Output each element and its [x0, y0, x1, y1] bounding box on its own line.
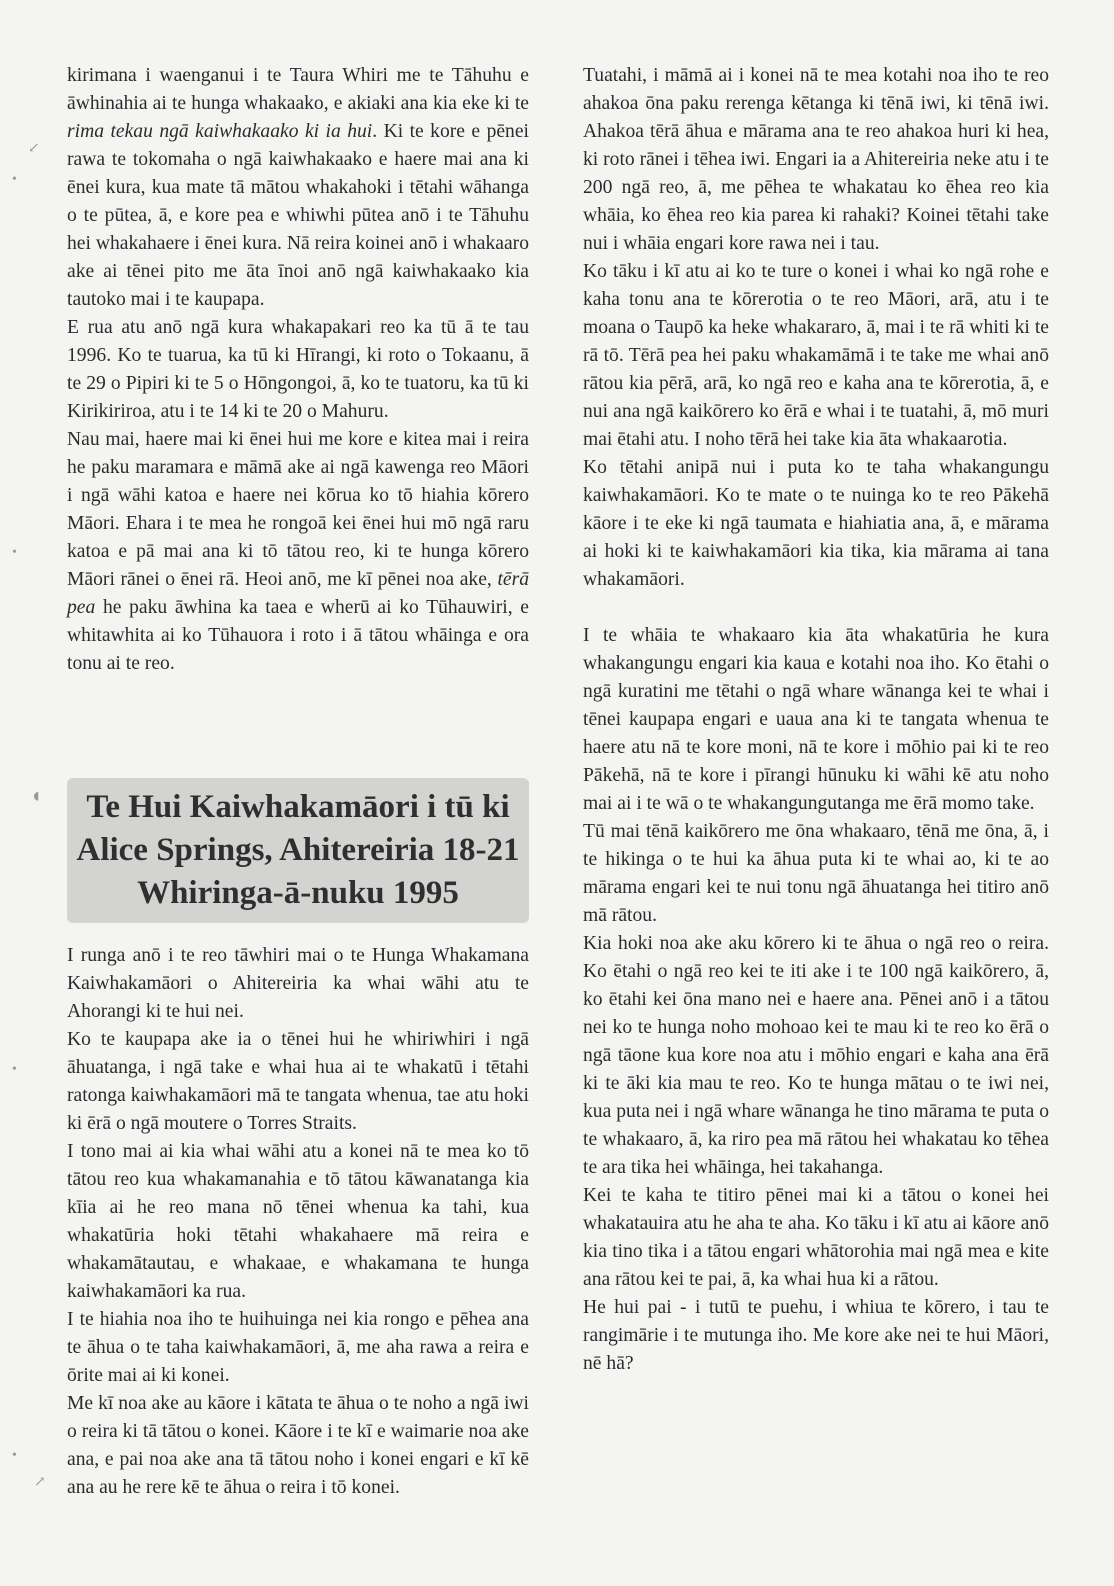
binding-mark: • — [12, 1062, 17, 1077]
text-span: he paku āwhina ka taea e wherū ai ko Tūhauwiri, e whitawhita ai ko Tūhauora i roto i ā tātou whāinga e ora tonu ai te reo. — [67, 597, 529, 674]
paragraph: Tū mai tēnā kaikōrero me ōna whakaaro, tēnā me ōna, ā, i te hikinga o te hui ka āhua puta ki te whai ao, ki te ao mārama engari kei te nui tonu ngā āhuatanga hei titiro anō mā rātou. — [583, 821, 1049, 926]
paragraph: I te hiahia noa iho te huihuinga nei kia rongo e pēhea ana te āhua o te taha kaiwhakamāori, ā, me aha rawa a reira e ōrite mai ai ki konei. — [67, 1309, 529, 1386]
binding-mark: • — [12, 172, 17, 187]
paragraph: Kei te kaha te titiro pēnei mai ki a tātou o konei hei whakatauira atu he aha te aha. Ko tāku i kī atu ai kāore anō kia tino tika i a tātou engari whātorohia mai ngā mea e kite ana rātou kei te pai, ā, ka whai hua ki a rātou. — [583, 1185, 1049, 1290]
paragraph: I tono mai ai kia whai wāhi atu a konei nā te mea ko tō tātou reo kua whakamanahia e tō tātou kāwanatanga kia kīia ai he reo mana nō tēnei whenua ka tahi, kua whakatūria hoki tētahi whakahaere mā reira e whakamātautau, e whakaae, e whakamana te hunga kaiwhakamāori ka rua. — [67, 1141, 529, 1302]
paragraph: Tuatahi, i māmā ai i konei nā te mea kotahi noa iho te reo ahakoa ōna paku rerenga kētanga ki tēnā iwi, ki tēnā iwi. Ahakoa tērā āhua e mārama ana te reo ahakoa huri ki hea, ki roto rānei i tēhea iwi. Engari ia a Ahitereiria neke atu i te 200 ngā reo, ā, me pēhea te whakatau ko ēhea reo kia whāia, ko ēhea reo kia parea ki rahaki? Koinei tētahi take nui i whāia engari kore rawa nei i tau. — [583, 65, 1049, 254]
binding-mark: ↙ — [28, 141, 40, 156]
binding-mark: ↗ — [34, 1475, 46, 1490]
paragraph: I te whāia te whakaaro kia āta whakatūria he kura whakangungu engari kia kaua e kotahi noa iho. Ko ētahi o ngā kuratini me tētahi o ngā whare wānanga kei te whai i tēnei kaupapa engari e uaua ana ki te tangata whenua te haere atu nā te kore moni, nā te kore i mōhio pai ki te reo Pākehā, nā te kore i pīrangi hūnuku ki wāhi kē atu noho mai ai i te wā o te whakangungutanga me ērā momo take. — [583, 625, 1049, 814]
left-column-top — [67, 62, 529, 678]
paragraph: He hui pai - i tutū te puehu, i whiua te kōrero, i tau te rangimārie i te mutunga iho. Me kore ake nei te hui Māori, nē hā? — [583, 1297, 1049, 1374]
heading-line: Whiringa-ā-nuku 1995 — [137, 875, 459, 911]
paragraph: Ko tāku i kī atu ai ko te ture o konei i whai ko ngā rohe e kaha tonu ana te kōrerotia o te reo Māori, arā, atu i te moana o Taupō ka heke whakararo, ā, mai i te rā whiti ki te rā tō. Tērā pea hei paku whakamāmā i te take me whai anō rātou kia pērā, arā, ko ngā reo e kaha ana te kōrerotia, ā, e nui ana ngā kaikōrero ko ērā e whai i te tuatahi, ā, mō muri mai ētahi atu. I noho tērā hei take kia āta whakaarotia. — [583, 261, 1049, 450]
paragraph: Me kī noa ake au kāore i kātata te āhua o te noho a ngā iwi o reira ki tā tātou o konei. Kāore i te kī e waimarie noa ake ana, e pai noa ake ana tā tātou noho i konei engari e kī kē ana au he rere kē te āhua o reira i tō konei. — [67, 1393, 529, 1498]
italic-text: rima tekau ngā kaiwhakaako ki ia hui — [67, 121, 373, 142]
right-column — [583, 62, 1049, 1378]
paragraph — [67, 426, 529, 678]
italic-text: tērā pea — [67, 569, 529, 618]
paragraph — [67, 62, 529, 314]
section-heading — [76, 786, 519, 915]
binding-mark: • — [12, 545, 17, 560]
paragraph: Kia hoki noa ake aku kōrero ki te āhua o ngā reo o reira. Ko ētahi o ngā reo kei te iti ake i te 100 ngā kaikōrero, ā, ko ētahi kei ōna mano nei e haere ana. Pēnei anō i a tātou nei ko te hunga noho mohoao kei te mau ki te reo ko ērā o ngā tāone kua kore noa atu i mōhio engari e kaha ana ērā ki te āki kia mau te reo. Ko te hunga mātau o te iwi nei, kua puta nei i ngā whare wānanga he tino mārama te puta o te whakaaro, ā, ka riro pea mā rātou hei whakatau ko tēhea te ara tika hei whāinga, hei takahanga. — [583, 933, 1049, 1178]
paragraph: E rua atu anō ngā kura whakapakari reo ka tū ā te tau 1996. Ko te tuarua, ka tū ki Hīrangi, ki roto o Tokaanu, ā te 29 o Pipiri ki te 5 o Hōngongoi, ā, ko te tuatoru, ka tū ki Kirikiriroa, atu i te 14 ki te 20 o Mahuru. — [67, 317, 529, 422]
binding-mark: • — [12, 1448, 17, 1463]
left-column-bottom — [67, 942, 529, 1502]
text-span: Nau mai, haere mai ki ēnei hui me kore e kitea mai i reira he paku maramara e māmā ake ai ngā kawenga reo Māori i ngā wāhi katoa e haere nei kōrua ko tō hiahia kōrero Māori. Ehara i te mea he rongoā kei ēnei hui mō ngā raru katoa e pā mai ana ki tō tātou reo, ki te hunga kōrero Māori rānei o ēnei rā. Heoi anō, me kī pēnei noa ake, — [67, 429, 529, 590]
heading-line: Te Hui Kaiwhakamāori i tū ki — [86, 789, 510, 825]
paragraph: Ko te kaupapa ake ia o tēnei hui he whiriwhiri i ngā āhuatanga, i ngā take e whai hua ai te whakatū i tētahi ratonga kaiwhakamāori mā te tangata whenua, tae atu hoki ki ērā o ngā moutere o Torres Straits. — [67, 1029, 529, 1134]
text-span: . Ki te kore e pēnei rawa te tokomaha o ngā kaiwhakaako e haere mai ana ki ēnei kura, kua mate tā mātou whakahoki i tētahi wāhanga o te pūtea, ā, e kore pea e whiwhi pūtea anō i te Tāhuhu hei whakahaere i ēnei kura. Nā reira koinei anō i whakaaro ake ai tēnei pito me āta īnoi anō ngā kaiwhakaako kia tautoko mai i te kaupapa. — [67, 121, 529, 310]
heading-line: Alice Springs, Ahitereiria 18-21 — [76, 832, 520, 868]
text-span: kirimana i waenganui i te Taura Whiri me te Tāhuhu e āwhinahia ai te hunga whakaako, e akiaki ana kia eke ki te — [67, 65, 529, 114]
section-heading-box — [67, 778, 529, 923]
paragraph: I runga anō i te reo tāwhiri mai o te Hunga Whakamana Kaiwhakamāori o Ahitereiria ka whai wāhi atu te Ahorangi ki te hui nei. — [67, 945, 529, 1022]
binding-mark: ◖ — [30, 785, 43, 807]
paragraph: Ko tētahi anipā nui i puta ko te taha whakangungu kaiwhakamāori. Ko te mate o te nuinga ko te reo Pākehā kāore i te eke ki ngā taumata e hiahiatia ana, ā, e mārama ai hoki ki te kaiwhakamāori kia tika, kia mārama ai tana whakamāori. — [583, 457, 1049, 590]
